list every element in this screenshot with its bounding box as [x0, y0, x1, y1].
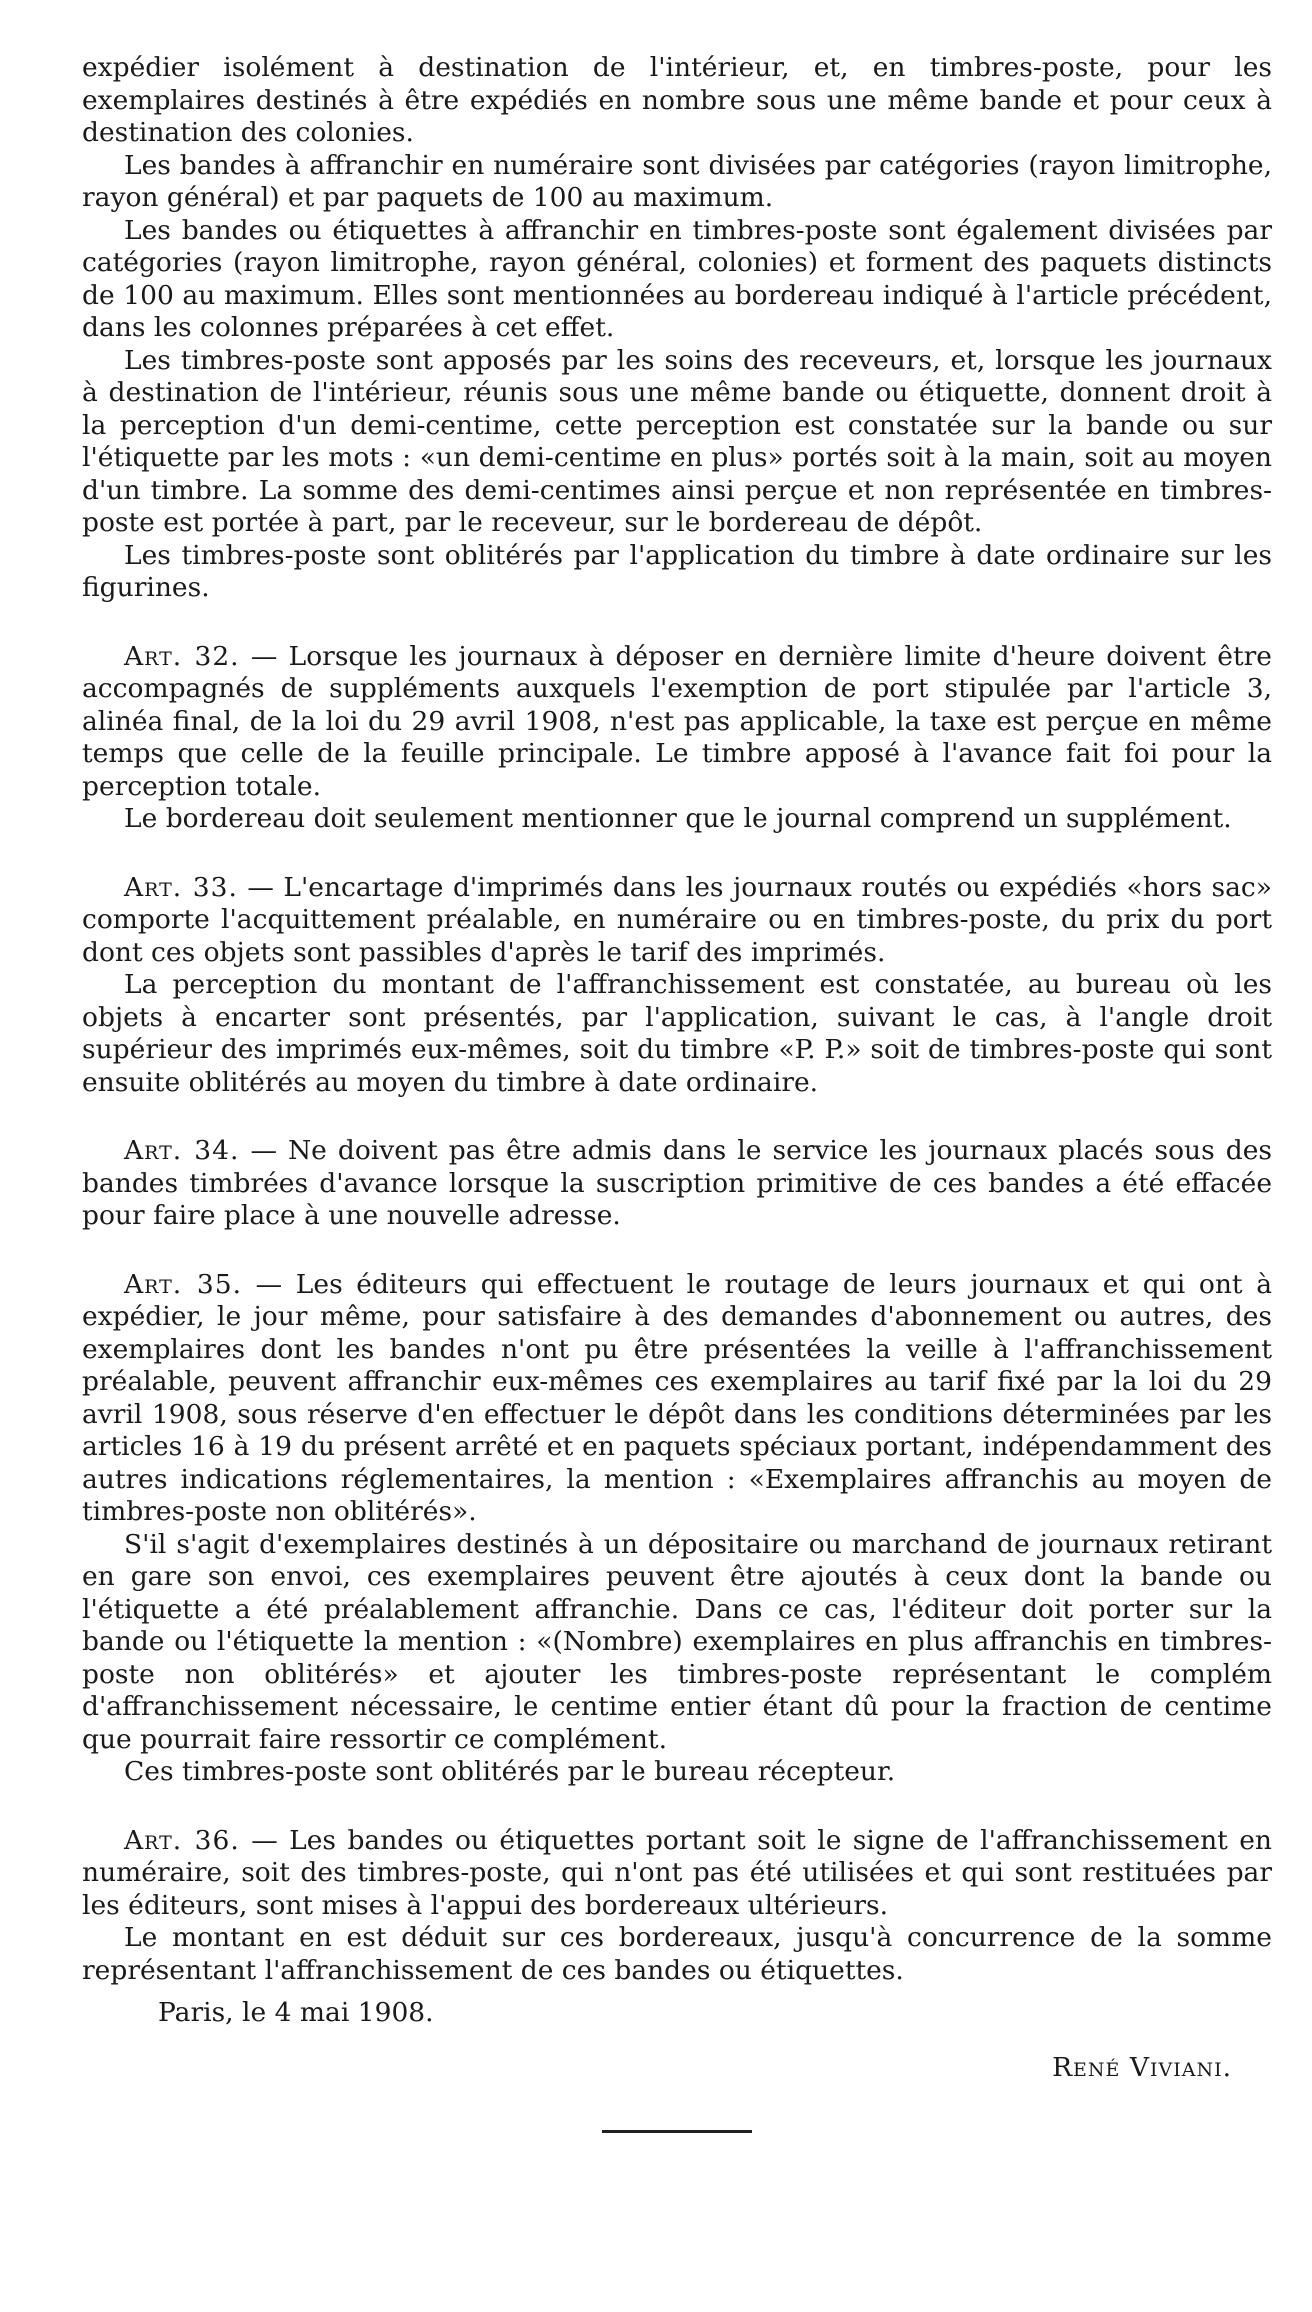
- paragraph: [82, 1922, 1272, 1987]
- article-paragraph: [82, 872, 1272, 970]
- paragraph-text: Le montant en est déduit sur ces bordereaux, jusqu'à concurrence de la somme représentant l'affranchissement de ces bandes ou étiquettes.: [82, 1922, 1272, 1986]
- paragraph-text: — Les éditeurs qui effectuent le routage de leurs journaux et qui ont à expédier, le jour même, pour satisfaire à des demandes d'abonnement ou autres, des exemplaires dont les bandes n'ont pu être présentées la veille à l'affranchissement préalable, peuvent affranchir eux-mêmes ces exemplaires au tarif fixé par la loi du 29 avril 1908, sous réserve d'en effectuer le dépôt dans les conditions déterminées par les articles 16 à 19 du présent arrêté et en paquets spéciaux portant, indépendamment des autres indications réglementaires, la mention : «Exemplaires affranchis au moyen de timbres-poste non oblitérés».: [82, 1268, 1272, 1527]
- paragraph: [82, 150, 1272, 215]
- paragraph-text: Ces timbres-poste sont oblitérés par le bureau récepteur.: [124, 1756, 896, 1787]
- article-label: Art. 35.: [124, 1268, 242, 1300]
- paragraph: [82, 52, 1272, 150]
- paragraph-text: Les bandes ou étiquettes à affranchir en timbres-poste sont également divisées par catégories (rayon limitrophe, rayon général, colonies) et forment des paquets distincts de 100 au maximum. Elles sont mentionnées au bordereau indiqué à l'article précédent, dans les colonnes préparées à cet effet.: [82, 214, 1272, 343]
- document-page: [82, 52, 1272, 2272]
- article-paragraph: [82, 1825, 1272, 1923]
- paragraph: [82, 540, 1272, 605]
- article-paragraph: [82, 1269, 1272, 1529]
- paragraph-text: expédier isolément à destination de l'intérieur, et, en timbres-poste, pour les exemplaires destinés à être expédiés en nombre sous une même bande et pour ceux à destination des colonies.: [82, 52, 1272, 148]
- paragraph: [82, 803, 1272, 836]
- paragraph-text: — Les bandes ou étiquettes portant soit le signe de l'affranchissement en numéraire, soit des timbres-poste, qui n'ont pas été utilisées et qui sont restituées par les éditeurs, sont mises à l'appui des bordereaux ultérieurs.: [82, 1824, 1272, 1921]
- paragraph-text: La perception du montant de l'affranchissement est constatée, au bureau où les objets à encarter sont présentés, par l'application, suivant le cas, à l'angle droit supérieur des imprimés eux-mêmes, soit du timbre «P. P.» soit de timbres-poste qui sont ensuite oblitérés au moyen du timbre à date ordinaire.: [82, 969, 1272, 1098]
- signature: René Viviani.: [1052, 2051, 1232, 2083]
- paragraph-text: S'il s'agit d'exemplaires destinés à un dépositaire ou marchand de journaux retirant en gare son envoi, ces exemplaires peuvent être ajoutés à ceux dont la bande ou l'étiquette a été préalablement affranchie. Dans ce cas, l'éditeur doit porter sur la bande ou l'étiquette la mention : «(Nombre) exemplaires en plus affranchis en timbres-poste non oblitérés» et ajouter les timbres-poste représentant le complém d'affranchissement nécessaire, le centime entier étant dû pour la fraction de centime que pourrait faire ressortir ce complément.: [82, 1528, 1272, 1755]
- body-text: [82, 52, 1272, 1987]
- paragraph: [82, 1756, 1272, 1789]
- paragraph: [82, 215, 1272, 345]
- paragraph-text: Le bordereau doit seulement mentionner que le journal comprend un supplément.: [124, 803, 1232, 834]
- paragraph: [82, 1529, 1272, 1757]
- closing-rule: [602, 2130, 752, 2133]
- paragraph: [82, 969, 1272, 1099]
- paragraph-text: Les bandes à affranchir en numéraire sont divisées par catégories (rayon limitrophe, rayon général) et par paquets de 100 au maximum.: [82, 149, 1272, 213]
- article-label: Art. 34.: [124, 1135, 240, 1166]
- article-label: Art. 36.: [124, 1824, 240, 1856]
- article-paragraph: [82, 1135, 1272, 1233]
- paragraph-text: Les timbres-poste sont apposés par les soins des receveurs, et, lorsque les journaux à destination de l'intérieur, réunis sous une même bande ou étiquette, donnent droit à la perception d'un demi-centime, cette perception est constatée sur la bande ou sur l'étiquette par les mots : «un demi-centime en plus» portés soit à la main, soit au moyen d'un timbre. La somme des demi-centimes ainsi perçue et non représentée en timbres-poste est portée à part, par le receveur, sur le bordereau de dépôt.: [82, 344, 1272, 538]
- paragraph-text: — Ne doivent pas être admis dans le service les journaux placés sous des bandes timbrées d'avance lorsque la suscription primitive de ces bandes a été effacée pour faire place à une nouvelle adresse.: [82, 1135, 1273, 1231]
- article-paragraph: [82, 641, 1272, 804]
- paragraph-text: — Lorsque les journaux à déposer en dernière limite d'heure doivent être accompagnés de suppléments auxquels l'exemption de port stipulée par l'article 3, alinéa final, de la loi du 29 avril 1908, n'est pas applicable, la taxe est perçue en même temps que celle de la feuille principale. Le timbre apposé à l'avance fait foi pour la perception totale.: [82, 640, 1272, 802]
- paragraph-text: — L'encartage d'imprimés dans les journaux routés ou expédiés «hors sac» comporte l'acquittement préalable, en numéraire ou en timbres-poste, du prix du port dont ces objets sont passibles d'après le tarif des imprimés.: [82, 871, 1272, 968]
- paragraph: [82, 345, 1272, 540]
- article-label: Art. 32.: [124, 640, 240, 672]
- date-line: Paris, le 4 mai 1908.: [158, 1997, 434, 2028]
- article-label: Art. 33.: [124, 871, 238, 903]
- paragraph-text: Les timbres-poste sont oblitérés par l'application du timbre à date ordinaire sur les figurines.: [82, 539, 1272, 603]
